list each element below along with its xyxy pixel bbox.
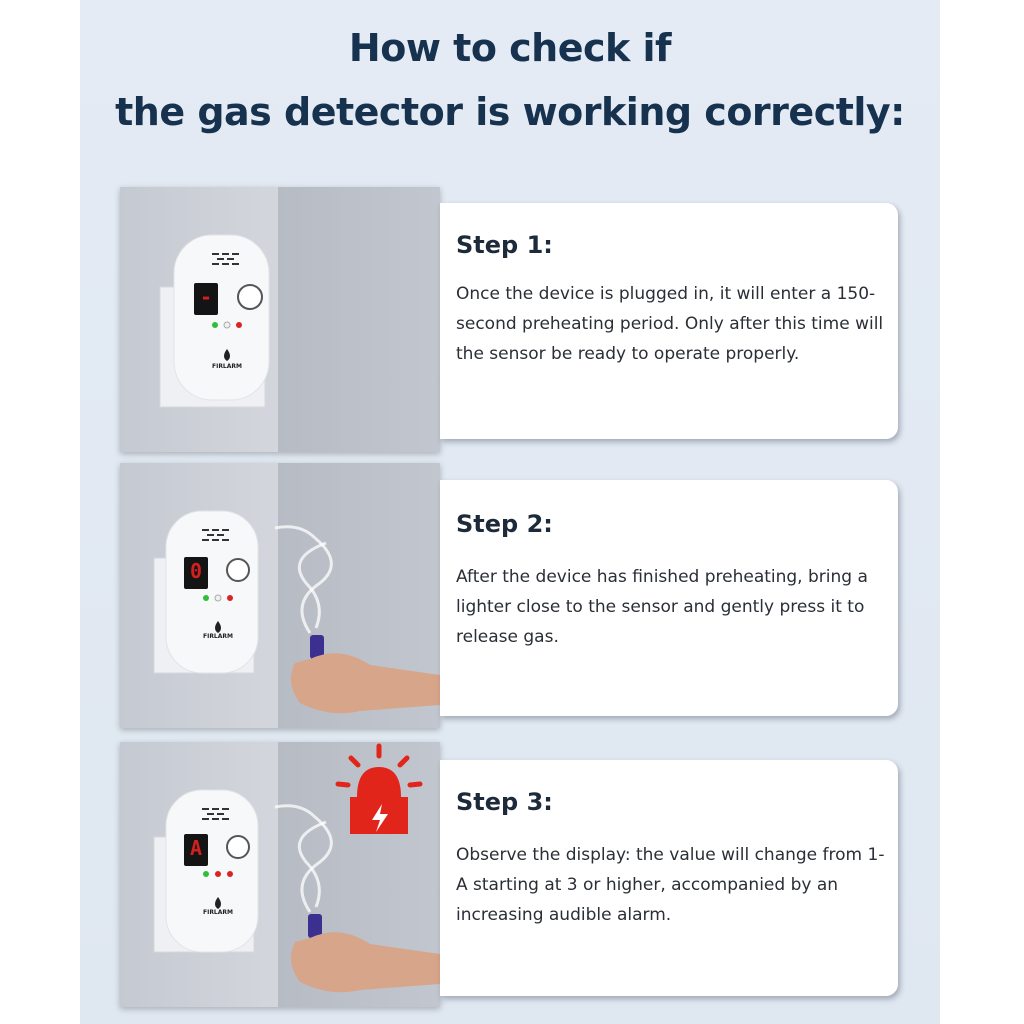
step-2-text: After the device has finished preheating, bring a lighter close to the sensor and gently press it to release gas. — [456, 567, 868, 647]
step-3-heading: Step 3: — [456, 788, 553, 816]
step-1-photo — [120, 187, 440, 452]
detector-display: A — [189, 836, 203, 860]
step-2-card — [440, 480, 898, 716]
step-2-heading: Step 2: — [456, 510, 553, 538]
detector-display: - — [199, 285, 213, 309]
alarm-light-icon — [338, 746, 420, 834]
page-title-line-1: How to check if — [348, 26, 672, 70]
step-1-text: Once the device is plugged in, it will enter a 150-second preheating period. Only after this time will the sensor be ready to operate properly. — [456, 284, 884, 364]
step-3-text: Observe the display: the value will change from 1-A starting at 3 or higher, accompanied by an increasing audible alarm. — [456, 845, 885, 925]
hand — [291, 653, 440, 713]
page-title-line-2: the gas detector is working correctly: — [115, 90, 905, 134]
step-2-photo — [120, 463, 440, 728]
hand — [291, 932, 440, 992]
detector-brand: FIRLARM — [202, 909, 233, 916]
step-1-card — [440, 203, 898, 439]
gas-detector-device — [120, 742, 440, 1007]
step-3-photo — [120, 742, 440, 1007]
detector-display: 0 — [189, 559, 203, 583]
detector-brand: FIRLARM — [202, 633, 233, 640]
smoke — [275, 806, 331, 912]
step-3-card — [440, 760, 898, 996]
detector-brand: FIRLARM — [211, 363, 242, 370]
gas-detector-device — [120, 463, 440, 728]
gas-detector-device — [120, 187, 440, 452]
step-1-heading: Step 1: — [456, 231, 553, 259]
smoke — [275, 527, 331, 633]
